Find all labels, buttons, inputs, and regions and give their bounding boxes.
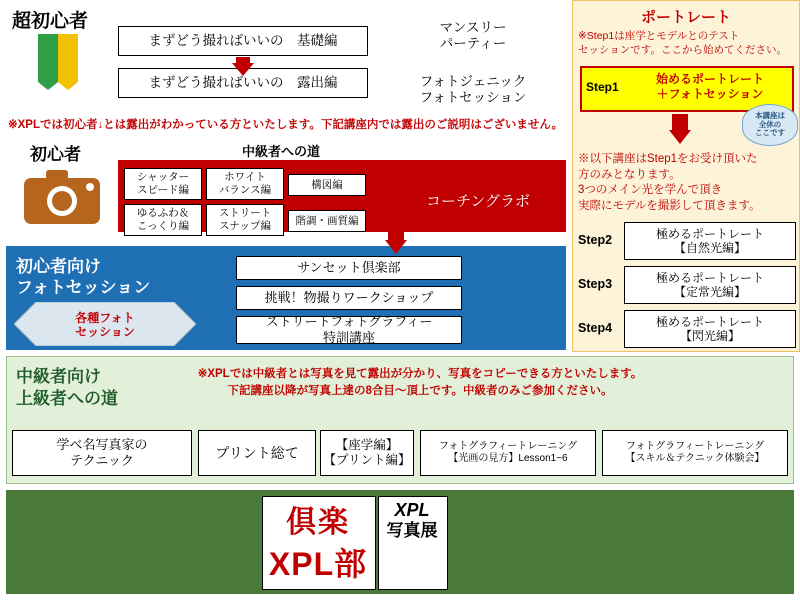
beginner-card-yurufuwa[interactable] (124, 204, 202, 236)
xpl-exhibition-subtitle: 写真展 (386, 521, 438, 540)
step4-line2: 【閃光編】 (679, 329, 740, 343)
portrait-step1-text (632, 68, 788, 106)
portrait-note-step1 (578, 30, 794, 57)
step3-line2: 【定常光編】 (673, 285, 746, 299)
step3-line1: 極めるポートレート (655, 270, 764, 285)
intermediate-note-line1: ※XPLでは中級者とは写真を見て露出が分かり、写真をコピーできる方といたします。 (197, 368, 643, 380)
intermediate-card-master-technique[interactable] (12, 430, 192, 476)
card-line2: スピード編 (136, 184, 190, 196)
intermediate-title-line2: 上級者への道 (16, 389, 118, 409)
step2-line2: 【自然光編】 (673, 241, 746, 255)
card-line2: テクニック (70, 453, 134, 468)
label-road-to-intermediate: 中級者への道 (206, 140, 356, 160)
portrait-step4-box[interactable] (624, 310, 796, 348)
intermediate-card-phototraining-skill[interactable] (602, 430, 788, 476)
section-title-intermediate (16, 366, 176, 410)
portrait-note2-line1: ※以下講座はStep1をお受け頂いた (578, 153, 758, 165)
card-line1: 学べ名写真家の (56, 437, 148, 453)
note-xpl-intermediate (170, 366, 670, 399)
camera-icon (22, 166, 102, 228)
card-line2: スナップ編 (218, 220, 272, 232)
step2-line1: 極めるポートレート (655, 226, 764, 241)
course-card-photogenic-session[interactable] (388, 66, 558, 114)
portrait-step2-row[interactable] (578, 222, 794, 258)
intermediate-card-print-all[interactable]: プリント総て (198, 430, 316, 476)
section-title-beginner-zero: 超初心者 (12, 11, 89, 32)
photosession-item-still-life-workshop[interactable]: 挑戦！物撮りワークショップ (236, 286, 462, 310)
step1-line2: ＋フォトセッション (656, 87, 764, 101)
portrait-note1-line1: ※Step1は座学とモデルとのテスト (578, 30, 740, 42)
arrow-head-beginner-to-photosession (385, 240, 407, 254)
xpl-exhibition-title: XPL (394, 500, 430, 520)
portrait-step1-label: Step1 (586, 80, 619, 94)
photogenic-line2: フォトセッション (419, 90, 527, 105)
portrait-note-steps (578, 152, 794, 214)
cloud-note-line2: 全休の (758, 119, 782, 129)
step1-line1: 始めるポートレート (655, 72, 764, 86)
card-line2: 【プリント編】 (323, 453, 411, 467)
street-photo-line2: 特訓講座 (322, 330, 375, 345)
portrait-step2-box[interactable] (624, 222, 796, 260)
diamond-label (14, 306, 196, 344)
photosession-item-street-photography[interactable] (236, 316, 462, 344)
card-line2: バランス編 (218, 184, 272, 196)
arrow-head-basic-to-exposure (232, 63, 254, 76)
beginner-card-coaching-lab[interactable]: コーチングラボ (426, 193, 530, 210)
monthly-party-line1: マンスリー (439, 19, 507, 35)
monthly-party-line2: パーティー (439, 36, 507, 51)
diamond-line2: セッション (75, 325, 135, 339)
beginner-card-white-balance[interactable] (206, 168, 284, 200)
card-line1: ストリート (218, 207, 272, 220)
beginner-card-shutter-speed[interactable] (124, 168, 202, 200)
photosession-title-line2: フォトセッション (16, 278, 151, 298)
step4-line1: 極めるポートレート (655, 314, 764, 329)
course-card-basic[interactable]: まずどう撮ればいいの 基礎編 (118, 26, 368, 56)
portrait-note2-line3: 3つのメイン光を学んで頂き (578, 184, 723, 197)
card-line2: こっくり編 (136, 220, 190, 232)
section-title-photosession (16, 256, 194, 299)
course-card-monthly-party[interactable] (388, 12, 558, 60)
arrow-head-portrait (669, 130, 691, 144)
club-name-top: 倶楽 (286, 506, 350, 539)
book-icon (34, 32, 82, 94)
card-line1: フォトグラフィートレーニング (438, 441, 578, 452)
card-line1: ゆるふわ＆ (136, 207, 190, 220)
portrait-note2-line4: 実際にモデルを撮影して頂きます。 (578, 199, 761, 212)
card-line1: ホワイト (224, 171, 266, 184)
cloud-note (742, 104, 798, 146)
beginner-card-street-snap[interactable] (206, 204, 284, 236)
portrait-step4-num: Step4 (578, 321, 613, 335)
cloud-note-line3: ここです (755, 128, 785, 138)
photosession-title-line1: 初心者向け (16, 257, 101, 276)
portrait-note2-line2: 方のみとなります。 (578, 168, 681, 181)
photosession-item-sunset-club[interactable]: サンセット倶楽部 (236, 256, 462, 280)
portrait-step3-num: Step3 (578, 277, 613, 291)
card-line1: 【座学編】 (335, 438, 399, 452)
intermediate-card-lecture-print[interactable] (320, 430, 414, 476)
card-line2: 【スキル＆テクニック体験会】 (625, 453, 765, 464)
club-name-bottom: XPL部 (268, 546, 368, 582)
beginner-card-composition[interactable]: 構図編 (288, 174, 366, 196)
section-title-portrait: ポートレート (640, 9, 731, 26)
portrait-step3-box[interactable] (624, 266, 796, 304)
note-xpl-beginner: ※XPLでは初心者↓とは露出がわかっている方といたします。下記講座内では露出のご説明はございません。 (8, 119, 564, 131)
portrait-step2-num: Step2 (578, 233, 613, 247)
intermediate-note-line2: 下記講座以降が写真上達の8合目〜頂上です。中級者のみご参加ください。 (227, 384, 613, 397)
portrait-step4-row[interactable] (578, 310, 794, 346)
section-title-beginner: 初心者 (30, 145, 81, 164)
street-photo-line1: ストリートフォトグラフィー (265, 314, 433, 330)
portrait-step3-row[interactable] (578, 266, 794, 302)
intermediate-title-line1: 中級者向け (16, 367, 101, 386)
cloud-note-line1: 本講座は (755, 111, 785, 121)
card-line1: シャッター (136, 171, 190, 184)
card-line1: フォトグラフィートレーニング (625, 441, 765, 452)
intermediate-card-phototraining-lesson[interactable] (420, 430, 596, 476)
diamond-line1: 各種フォト (75, 310, 135, 325)
portrait-note1-line2: セッションです。ここから始めてください。 (578, 43, 787, 56)
card-line2: 【光画の見方】Lesson1~6 (448, 453, 568, 464)
beginner-card-gradation-quality[interactable]: 階調・画質編 (288, 210, 366, 232)
course-card-exposure[interactable]: まずどう撮ればいいの 露出編 (118, 68, 368, 98)
photogenic-line1: フォトジェニック (419, 73, 527, 89)
